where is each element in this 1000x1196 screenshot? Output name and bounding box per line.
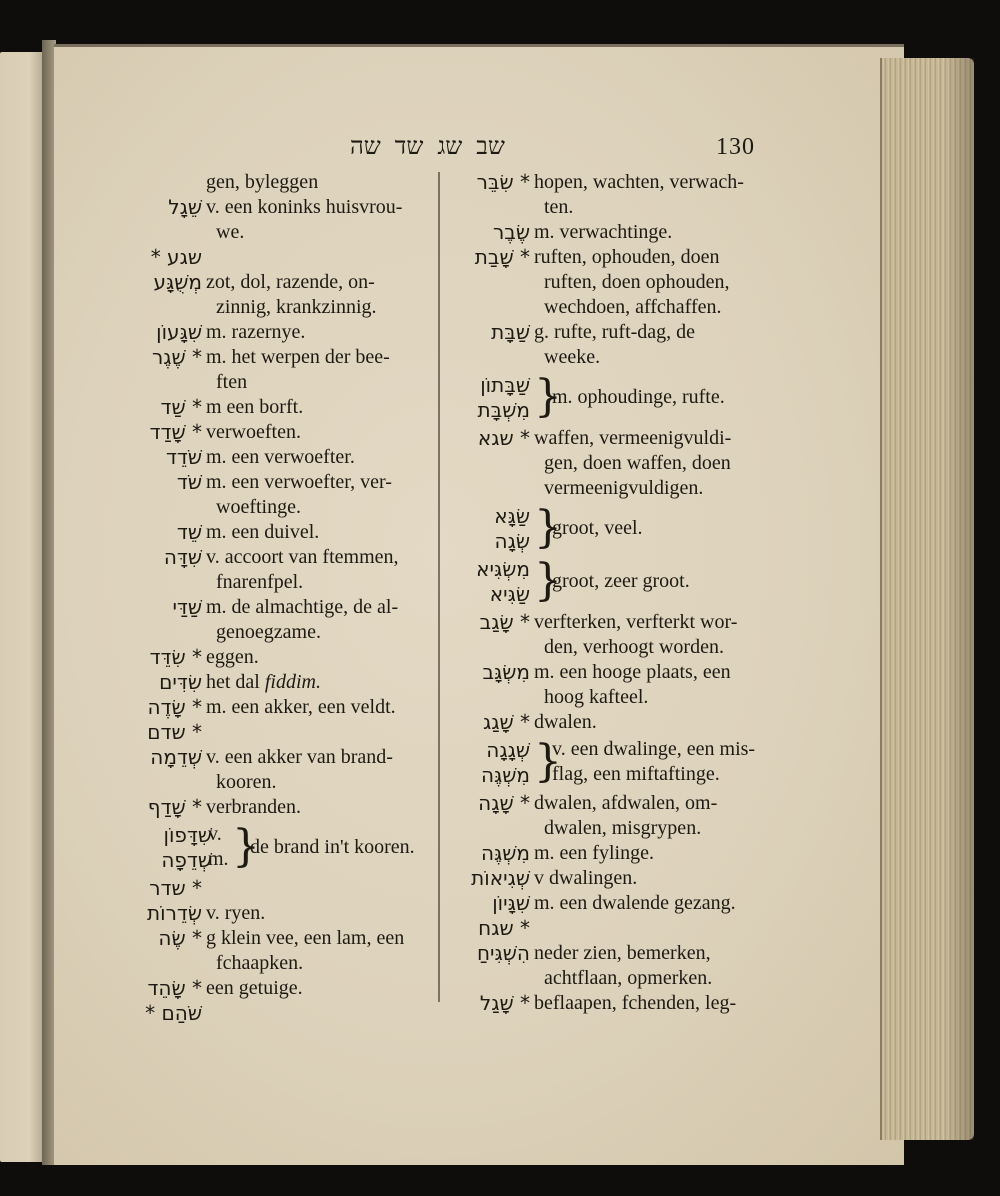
brace-group [460, 373, 760, 423]
entry-continuation: den, verhoogt worden. [544, 636, 724, 658]
entry-continuation: hoog kafteel. [544, 686, 649, 708]
dictionary-entry [460, 891, 760, 916]
hebrew-headword: * שָׁגַג [482, 710, 530, 734]
curly-brace: } [534, 555, 562, 606]
hebrew-headword: שַׂגָּא [494, 504, 530, 528]
entry-continuation: dwalen, misgrypen. [544, 817, 702, 839]
dictionary-entry [120, 795, 430, 820]
hebrew-headword: שַׁדַּי [172, 595, 202, 619]
brace-group [460, 738, 760, 788]
entry-gloss: m. een duivel. [206, 521, 320, 543]
entry-gloss: neder zien, bemerken, [534, 942, 711, 964]
entry-continuation: fnarenfpel. [216, 571, 304, 593]
dictionary-entry [120, 926, 430, 976]
hebrew-headword: שַׁבָּתוֹן [480, 373, 530, 397]
entry-gloss: m. razernye. [206, 321, 306, 343]
entry-gloss: v dwalingen. [534, 867, 638, 889]
hebrew-headword: שֹׁד [176, 470, 202, 494]
brace-group [460, 557, 760, 607]
gender-label: m. [208, 848, 229, 870]
brace-gloss: v. een dwalinge, een mis- [552, 738, 756, 760]
dictionary-entry [460, 426, 760, 501]
entry-gloss: m. een verwoefter, ver- [206, 471, 392, 493]
left-page-edge [0, 52, 42, 1162]
entry-gloss [206, 1001, 430, 1026]
entry-gloss: v. een akker van brand- [206, 746, 393, 768]
entry-gloss: zot, dol, razende, on- [206, 271, 375, 293]
dictionary-entry [120, 876, 430, 901]
dictionary-entry [460, 220, 760, 245]
hebrew-headword: * שדר [149, 876, 202, 900]
dictionary-entry [120, 420, 430, 445]
dictionary-entry [120, 245, 430, 270]
hebrew-headword: הִשְׁגִּיחַ [476, 941, 530, 965]
entry-gloss [206, 876, 430, 901]
dictionary-entry [120, 1001, 430, 1026]
dictionary-entry [120, 670, 430, 695]
entry-gloss [206, 245, 430, 270]
hebrew-headword: מְשֻׁגָּע [153, 270, 202, 294]
dictionary-entry [460, 245, 760, 320]
dictionary-entry [460, 991, 760, 1016]
italic-term: fiddim. [259, 671, 321, 693]
dictionary-entry [460, 320, 760, 370]
entry-gloss: m. een dwalende gezang. [534, 892, 736, 914]
entry-continuation: achtflaan, opmerken. [544, 967, 713, 989]
hebrew-headword: * שָׂהֵד [147, 976, 202, 1000]
entry-gloss: een getuige. [206, 977, 303, 999]
entry-gloss: verwoeften. [206, 421, 301, 443]
dictionary-entry [120, 395, 430, 420]
entry-gloss: het dal fiddim. [206, 671, 321, 693]
hebrew-headword: שִׁדָּפוֹן [163, 823, 212, 847]
entry-gloss: hopen, wachten, verwach- [534, 171, 744, 193]
hebrew-headword: שֹׁדֵד [165, 445, 202, 469]
hebrew-headword: שַׁבָּת [491, 320, 530, 344]
entry-continuation: ten. [544, 196, 574, 218]
entry-gloss: dwalen. [534, 711, 597, 733]
entry-gloss: dwalen, afdwalen, om- [534, 792, 718, 814]
hebrew-headword: שֹׁהַם * [145, 1001, 202, 1025]
brace-group [120, 823, 430, 873]
hebrew-headword: שְׂדֵרוֹת [147, 901, 202, 925]
entry-gloss: m. een verwoefter. [206, 446, 355, 468]
entry-gloss: v. ryen. [206, 902, 266, 924]
hebrew-headword: * שָׁבַת [474, 245, 530, 269]
dictionary-entry [460, 916, 760, 941]
hebrew-headword: מִשְׁגֶּה [480, 841, 530, 865]
hebrew-headword: שֵׁגָל [168, 195, 202, 219]
hebrew-headword: מִשְׁבָּת [477, 398, 530, 422]
hebrew-headword: שְׁגָגָה [486, 738, 530, 762]
left-column [120, 170, 430, 1026]
entry-gloss: eggen. [206, 646, 259, 668]
hebrew-headword: * שֶׁגֶר [151, 345, 202, 369]
dictionary-entry [460, 710, 760, 735]
dictionary-entry [120, 695, 430, 720]
entry-gloss: g klein vee, een lam, een [206, 927, 405, 949]
hebrew-headword: שַׂגִּיא [489, 582, 530, 606]
hebrew-headword: * שִׂדֵּד [149, 645, 202, 669]
dictionary-entry [460, 610, 760, 660]
dictionary-entry [120, 195, 430, 245]
right-column [460, 170, 760, 1016]
brace-group [460, 504, 760, 554]
entry-gloss: m een borft. [206, 396, 304, 418]
dictionary-entry [120, 545, 430, 595]
entry-gloss: m. een fylinge. [534, 842, 654, 864]
entry-gloss: verfterken, verfterkt wor- [534, 611, 738, 633]
dictionary-entry [120, 976, 430, 1001]
dictionary-entry [460, 841, 760, 866]
dictionary-entry [120, 445, 430, 470]
entry-gloss: g. rufte, ruft-dag, de [534, 321, 696, 343]
gender-label: v. [208, 823, 222, 845]
dictionary-entry [120, 720, 430, 745]
hebrew-headword: שִׁגָּעוֹן [156, 320, 202, 344]
dictionary-entry [460, 170, 760, 220]
hebrew-headword: שְׂגָה [494, 529, 530, 553]
entry-continuation: ruften, doen ophouden, wechdoen, affchaffen. [544, 271, 730, 318]
dictionary-entry [120, 645, 430, 670]
entry-gloss: v. accoort van ftemmen, [206, 546, 399, 568]
dictionary-entry [120, 320, 430, 345]
entry-continuation: gen, doen waffen, doen vermeenigvuldigen. [544, 452, 731, 499]
entry-continuation: genoegzame. [216, 621, 321, 643]
hebrew-headword: * שַׁד [160, 395, 202, 419]
hebrew-headword: שֵׁד [176, 520, 202, 544]
brace-gloss: groot, zeer groot. [552, 570, 690, 592]
hebrew-headword: שְׁדֵפָה [161, 848, 212, 872]
hebrew-headword: שְׁדֵמָה [150, 745, 202, 769]
entry-continuation: fchaapken. [216, 952, 304, 974]
entry-gloss: m. een hooge plaats, een [534, 661, 731, 683]
hebrew-headword: שִׁגָּיוֹן [492, 891, 530, 915]
hebrew-headword: * שָׂדֶה [147, 695, 202, 719]
dictionary-entry [460, 660, 760, 710]
hebrew-headword: שֶׂבֶר [492, 220, 530, 244]
column-rule [438, 172, 440, 1002]
entry-gloss: gen, byleggen [206, 171, 319, 193]
curly-brace: } [232, 821, 260, 872]
hebrew-headword: * שָׂגַב [479, 610, 530, 634]
curly-brace: } [534, 736, 562, 787]
entry-gloss: m. verwachtinge. [534, 221, 673, 243]
entry-continuation: we. [216, 221, 245, 243]
dictionary-entry [120, 270, 430, 320]
entry-gloss: m. een akker, een veldt. [206, 696, 396, 718]
hebrew-headword: * שדם [147, 720, 202, 744]
curly-brace: } [534, 371, 562, 422]
dictionary-entry [120, 470, 430, 520]
entry-continuation: weeke. [544, 346, 601, 368]
hebrew-headword: * שָׁגָה [478, 791, 530, 815]
hebrew-headword: * שָׁדַד [149, 420, 202, 444]
hebrew-headword: * שגח [478, 916, 530, 940]
hebrew-headword: * שִׂבֵּר [476, 170, 530, 194]
hebrew-headword: מִשְׂגִּיא [476, 557, 530, 581]
brace-gloss: groot, veel. [552, 517, 643, 539]
dictionary-entry [120, 901, 430, 926]
brace-gloss: m. ophoudinge, rufte. [552, 386, 725, 408]
brace-gloss: flag, een miftaftinge. [552, 763, 720, 785]
hebrew-headword: שגע * [150, 245, 202, 269]
entry-gloss: m. de almachtige, de al- [206, 596, 399, 618]
curly-brace: } [534, 502, 562, 553]
hebrew-headword: שִׂדִּים [159, 670, 202, 694]
dictionary-entry [460, 941, 760, 991]
page-number: 130 [716, 134, 755, 160]
hebrew-headword: שִׁדָּה [163, 545, 202, 569]
entry-continuation: ften [216, 371, 248, 393]
hebrew-headword: * שָׁגַל [479, 991, 530, 1015]
entry-gloss: beflaapen, fchenden, leg- [534, 992, 737, 1014]
hebrew-headword: * שָׁדַף [147, 795, 202, 819]
dictionary-entry [460, 791, 760, 841]
dictionary-entry [120, 745, 430, 795]
running-header-hebrew: שב שג שד שה [350, 134, 505, 160]
entry-gloss: verbranden. [206, 796, 301, 818]
dictionary-entry [120, 345, 430, 395]
entry-continuation: zinnig, krankzinnig. [216, 296, 377, 318]
entry-gloss: m. het werpen der bee- [206, 346, 390, 368]
hebrew-headword: * שגא [477, 426, 530, 450]
hebrew-headword: שְׁגִיאוֹת [471, 866, 530, 890]
brace-gloss: de brand in't kooren. [250, 836, 415, 858]
hebrew-headword: * שֶׂה [158, 926, 202, 950]
entry-continuation: woeftinge. [216, 496, 301, 518]
hebrew-headword: מִשְׁגֶּה [480, 763, 530, 787]
entry-gloss: ruften, ophouden, doen [534, 246, 720, 268]
entry-gloss: waffen, vermeenigvuldi- [534, 427, 732, 449]
page-block-edge [880, 58, 974, 1140]
entry-continuation: kooren. [216, 771, 277, 793]
dictionary-entry [460, 866, 760, 891]
hebrew-headword: מִשְׂגָּב [482, 660, 530, 684]
entry-gloss: v. een koninks huisvrou- [206, 196, 403, 218]
entry-gloss [534, 916, 760, 941]
dictionary-entry [120, 520, 430, 545]
entry-gloss [206, 720, 430, 745]
dictionary-entry [120, 595, 430, 645]
dictionary-entry [120, 170, 430, 195]
